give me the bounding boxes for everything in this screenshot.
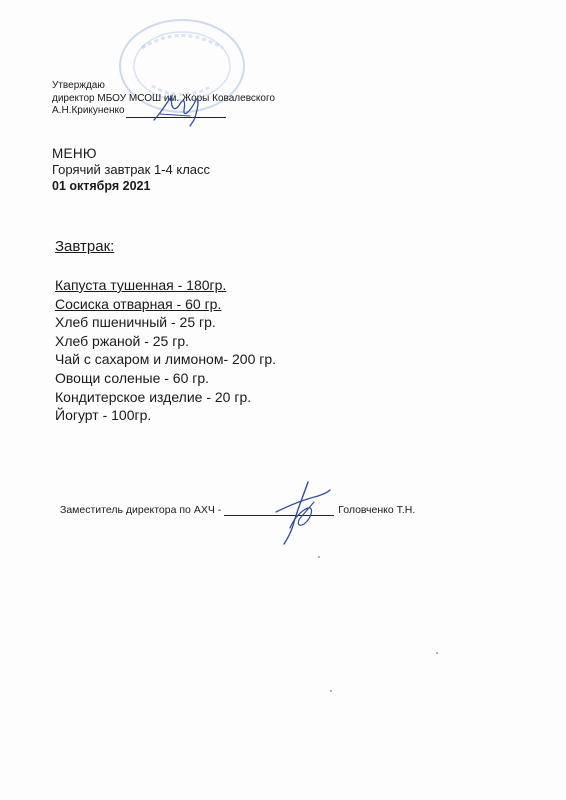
- menu-item: Чай с сахаром и лимоном- 200 гр.: [55, 351, 277, 368]
- menu-item: Сосиска отварная - 60 гр.: [55, 295, 222, 312]
- menu-item: Овощи соленые - 60 гр.: [55, 369, 210, 386]
- deputy-position: Заместитель директора по АХЧ -: [60, 504, 222, 516]
- director-name: А.Н.Крикуненко: [52, 105, 125, 116]
- menu-heading: [52, 146, 210, 194]
- menu-item: Йогурт - 100гр.: [55, 407, 152, 424]
- menu-item: Капуста тушенная - 180гр.: [55, 277, 227, 293]
- paper-speck: [330, 690, 332, 692]
- menu-item: Хлеб ржаной - 25 гр.: [55, 332, 190, 349]
- paper-speck: [436, 652, 438, 654]
- meal-label: Завтрак:: [55, 238, 115, 255]
- deputy-signature: [268, 478, 338, 548]
- approval-label: Утверждаю: [52, 80, 105, 91]
- paper-speck: [318, 556, 320, 558]
- director-title: директор МБОУ МСОШ им. Жоры Ковалевского: [52, 92, 275, 104]
- menu-item: Хлеб пшеничный - 25 гр.: [55, 314, 216, 331]
- menu-date: 01 октября 2021: [52, 179, 151, 193]
- deputy-name: Головченко Т.Н.: [338, 504, 416, 516]
- menu-subtitle: Горячий завтрак 1-4 класс: [52, 162, 211, 177]
- menu-title: МЕНЮ: [52, 146, 97, 161]
- menu-item: Кондитерское изделие - 20 гр.: [55, 388, 252, 405]
- deputy-signature-row: [60, 504, 415, 516]
- director-signature: [150, 90, 210, 130]
- menu-items-list: [55, 276, 276, 425]
